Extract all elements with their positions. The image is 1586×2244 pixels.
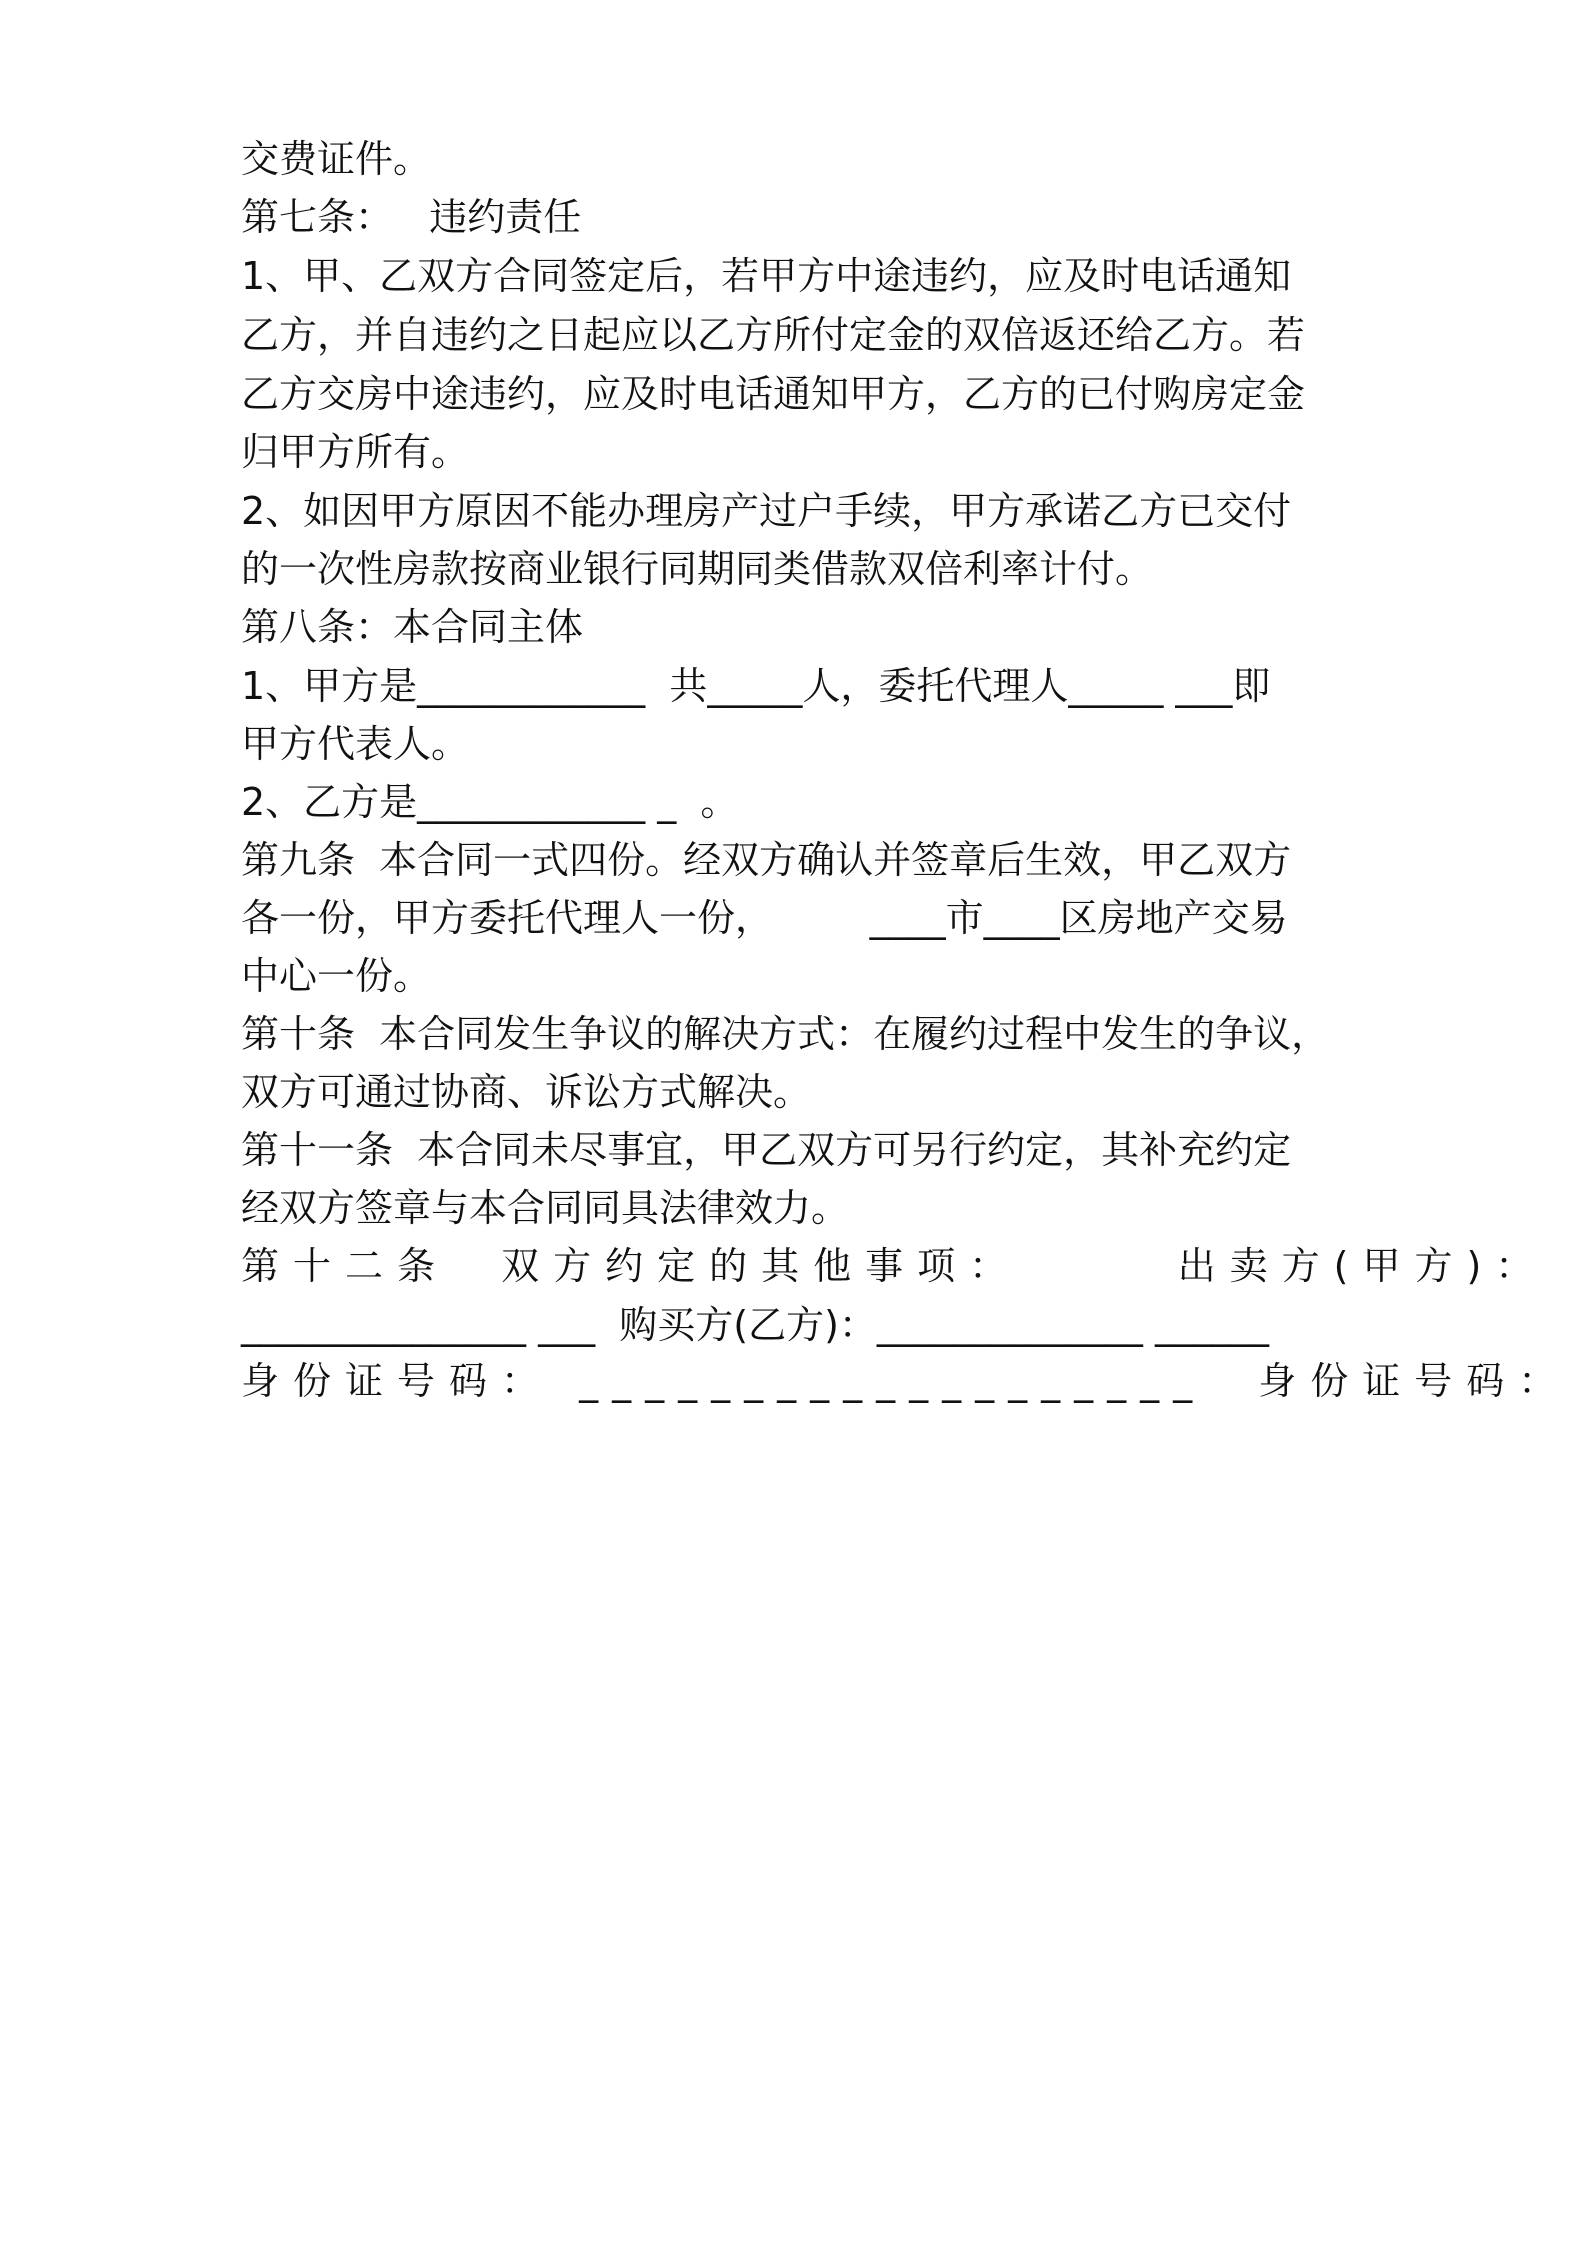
text-line-16: 第十条 本合同发生争议的解决方式：在履约过程中发生的争议，: [241, 1012, 1330, 1056]
article-8-heading: 第八条：本合同主体: [241, 605, 584, 649]
text-line-7: 2、如因甲方原因不能办理房产过户手续，甲方承诺乙方已交付: [241, 489, 1292, 533]
text-line-12: 2、乙方是____________ _ 。: [241, 780, 739, 824]
text-line-10: 1、甲方是____________ 共_____人，委托代理人_____ ___即: [241, 664, 1271, 708]
text-line-19: 经双方签章与本合同同具法律效力。: [241, 1186, 850, 1230]
text-line-5: 乙方交房中途违约，应及时电话通知甲方，乙方的已付购房定金: [241, 372, 1306, 416]
article-7-heading: 第七条： 违约责任: [241, 195, 582, 239]
text-line-15: 中心一份。: [241, 954, 432, 998]
id-number-line: 身份证号码： ___________________ 身份证号码：: [241, 1359, 1571, 1403]
text-line-14: 各一份，甲方委托代理人一份， ____市____区房地产交易: [241, 896, 1288, 940]
text-line-1: 交费证件。: [241, 137, 432, 181]
text-line-6: 归甲方所有。: [241, 430, 470, 474]
text-line-18: 第十一条 本合同未尽事宜，甲乙双方可另行约定，其补充约定: [241, 1128, 1292, 1172]
text-line-4: 乙方，并自违约之日起应以乙方所付定金的双倍返还给乙方。若: [241, 313, 1306, 357]
text-line-11: 甲方代表人。: [241, 722, 470, 766]
text-line-17: 双方可通过协商、诉讼方式解决。: [241, 1070, 812, 1114]
text-line-13: 第九条 本合同一式四份。经双方确认并签章后生效，甲乙双方: [241, 838, 1292, 882]
text-line-8: 的一次性房款按商业银行同期同类借款双倍利率计付。: [241, 547, 1154, 591]
signature-name-line: _______________ ___ 购买方(乙方)：______________ ______: [241, 1303, 1269, 1347]
article-12-line: 第十二条 双方约定的其他事项： 出卖方(甲方)：: [241, 1244, 1548, 1288]
text-line-3: 1、甲、乙双方合同签定后，若甲方中途违约，应及时电话通知: [241, 254, 1292, 298]
